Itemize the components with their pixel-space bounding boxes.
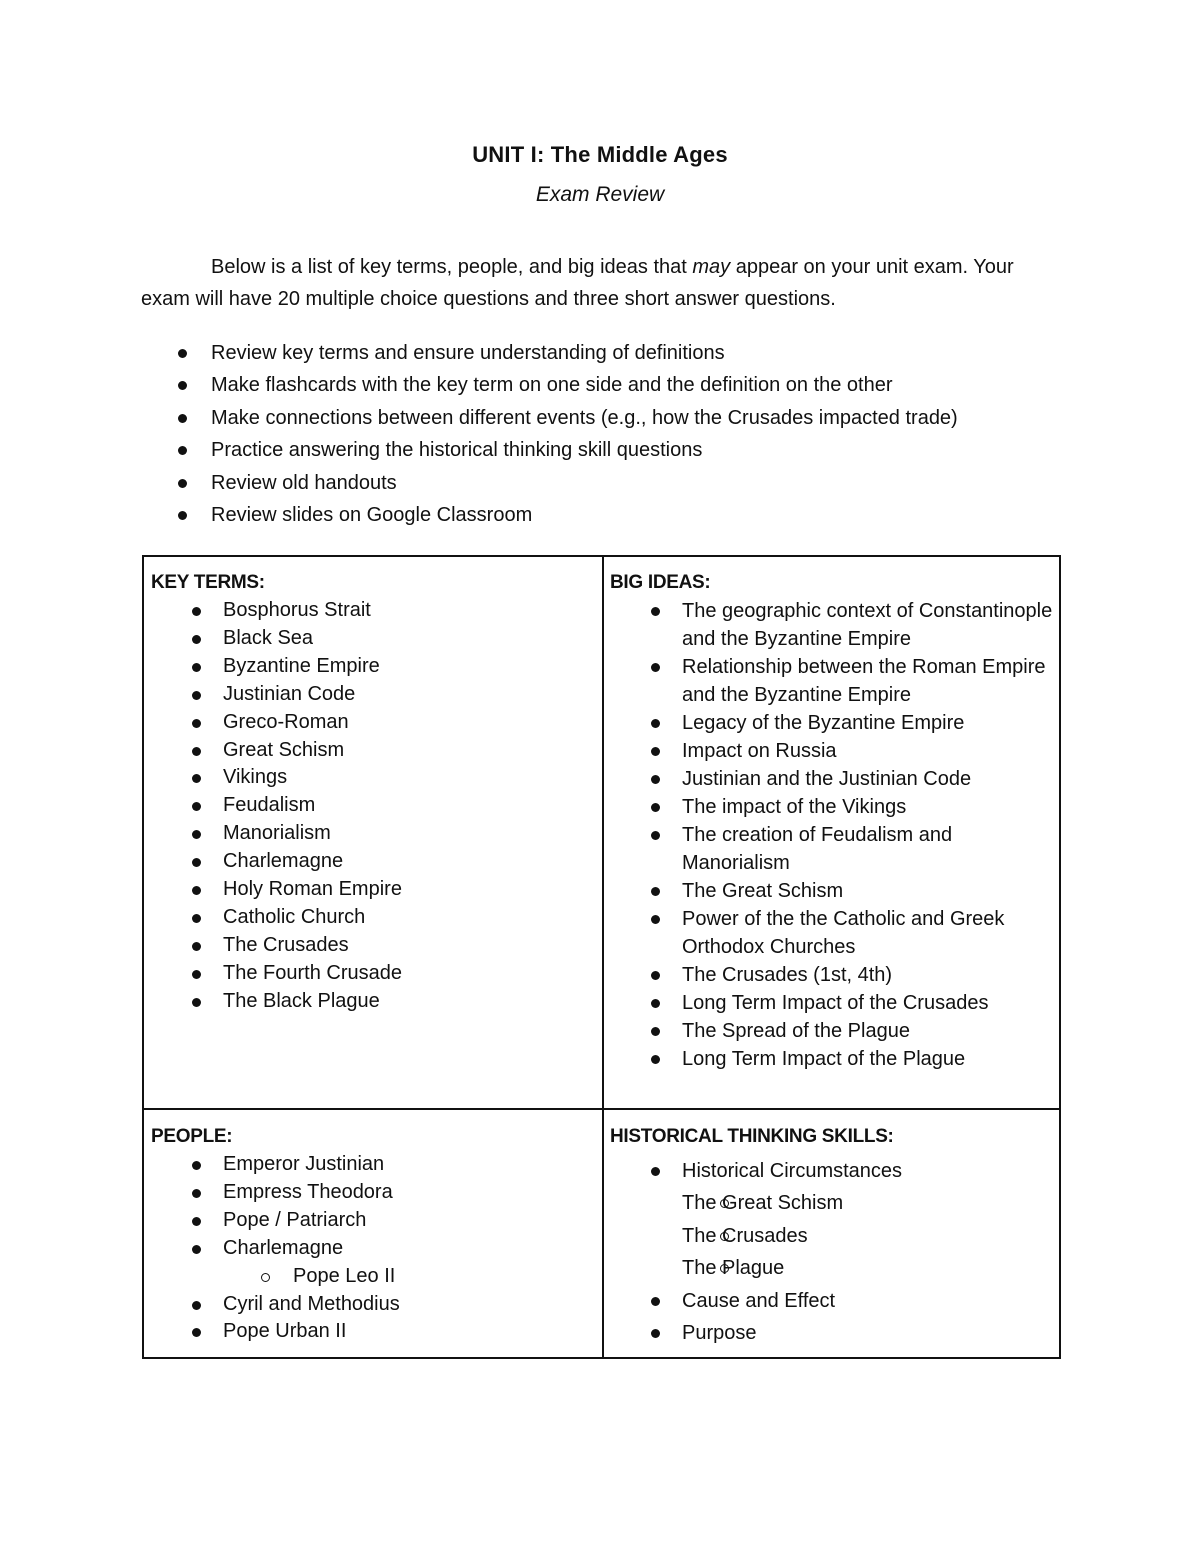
person-item: Cyril and Methodius (151, 1291, 591, 1319)
page-subtitle: Exam Review (535, 183, 665, 206)
skills-list (610, 1155, 1055, 1349)
key-term-item: The Crusades (151, 932, 591, 960)
skill-subitem: The Plague (610, 1252, 1055, 1284)
people-cell (151, 1123, 591, 1346)
big-idea-item: The impact of the Vikings (610, 793, 1055, 821)
study-tip: Review key terms and ensure understanding of definitions (141, 337, 1061, 369)
intro-paragraph (141, 251, 1061, 315)
big-idea-item: The Spread of the Plague (610, 1017, 1055, 1045)
person-item: Pope Urban II (151, 1318, 591, 1346)
skill-subitem: The Great Schism (610, 1187, 1055, 1219)
person-item: Pope / Patriarch (151, 1207, 591, 1235)
key-terms-list (151, 597, 591, 1016)
skill-item: Cause and Effect (610, 1285, 1055, 1317)
table-divider-vertical (602, 557, 604, 1357)
review-table (142, 555, 1061, 1359)
key-term-item: Charlemagne (151, 848, 591, 876)
study-tip: Make flashcards with the key term on one side and the definition on the other (141, 369, 1061, 401)
intro-text-part2: appear on your unit exam. Your exam will have 20 multiple choice questions and three short answer questions. (141, 256, 1014, 310)
key-terms-heading: KEY TERMS: (151, 572, 265, 593)
person-subitem: Pope Leo II (151, 1263, 591, 1291)
big-idea-item: Impact on Russia (610, 737, 1055, 765)
big-idea-item: The Crusades (1st, 4th) (610, 961, 1055, 989)
skill-item: Historical Circumstances (610, 1155, 1055, 1187)
skills-heading: HISTORICAL THINKING SKILLS: (610, 1126, 894, 1147)
big-idea-item: Relationship between the Roman Empire and the Byzantine Empire (610, 653, 1055, 709)
big-idea-item: Legacy of the Byzantine Empire (610, 709, 1055, 737)
person-item: Charlemagne (151, 1235, 591, 1263)
key-term-item: Great Schism (151, 737, 591, 765)
intro-text-part1: Below is a list of key terms, people, and big ideas that (211, 256, 693, 278)
study-tip: Make connections between different events (e.g., how the Crusades impacted trade) (141, 402, 1061, 434)
big-idea-item: Justinian and the Justinian Code (610, 765, 1055, 793)
study-tip: Review old handouts (141, 467, 1061, 499)
key-term-item: Holy Roman Empire (151, 876, 591, 904)
key-term-item: Greco-Roman (151, 709, 591, 737)
person-item: Emperor Justinian (151, 1151, 591, 1179)
historical-thinking-skills-cell (610, 1123, 1055, 1349)
key-term-item: Black Sea (151, 625, 591, 653)
big-idea-item: Long Term Impact of the Plague (610, 1045, 1055, 1073)
big-ideas-list (610, 597, 1055, 1073)
key-term-item: Bosphorus Strait (151, 597, 591, 625)
big-ideas-heading: BIG IDEAS: (610, 572, 711, 593)
big-idea-item: The Great Schism (610, 877, 1055, 905)
key-term-item: Vikings (151, 764, 591, 792)
key-term-item: Justinian Code (151, 681, 591, 709)
big-idea-item: Power of the the Catholic and Greek Orthodox Churches (610, 905, 1055, 961)
skill-subitem: The Crusades (610, 1220, 1055, 1252)
key-term-item: The Fourth Crusade (151, 960, 591, 988)
intro-emphasis: may (692, 256, 731, 278)
table-divider-horizontal (144, 1108, 1059, 1110)
big-idea-item: The creation of Feudalism and Manorialism (610, 821, 1055, 877)
key-term-item: Feudalism (151, 792, 591, 820)
study-tip: Practice answering the historical thinking skill questions (141, 434, 1061, 466)
people-list (151, 1151, 591, 1346)
study-tip: Review slides on Google Classroom (141, 499, 1061, 531)
key-term-item: The Black Plague (151, 988, 591, 1016)
key-term-item: Manorialism (151, 820, 591, 848)
big-ideas-cell (610, 569, 1055, 1073)
key-term-item: Byzantine Empire (151, 653, 591, 681)
study-tips-list (141, 337, 1061, 531)
skill-item: Purpose (610, 1317, 1055, 1349)
big-idea-item: The geographic context of Constantinople and the Byzantine Empire (610, 597, 1055, 653)
page-title: UNIT I: The Middle Ages (472, 142, 728, 167)
people-heading: PEOPLE: (151, 1126, 233, 1147)
person-item: Empress Theodora (151, 1179, 591, 1207)
key-term-item: Catholic Church (151, 904, 591, 932)
big-idea-item: Long Term Impact of the Crusades (610, 989, 1055, 1017)
key-terms-cell (151, 569, 591, 1016)
